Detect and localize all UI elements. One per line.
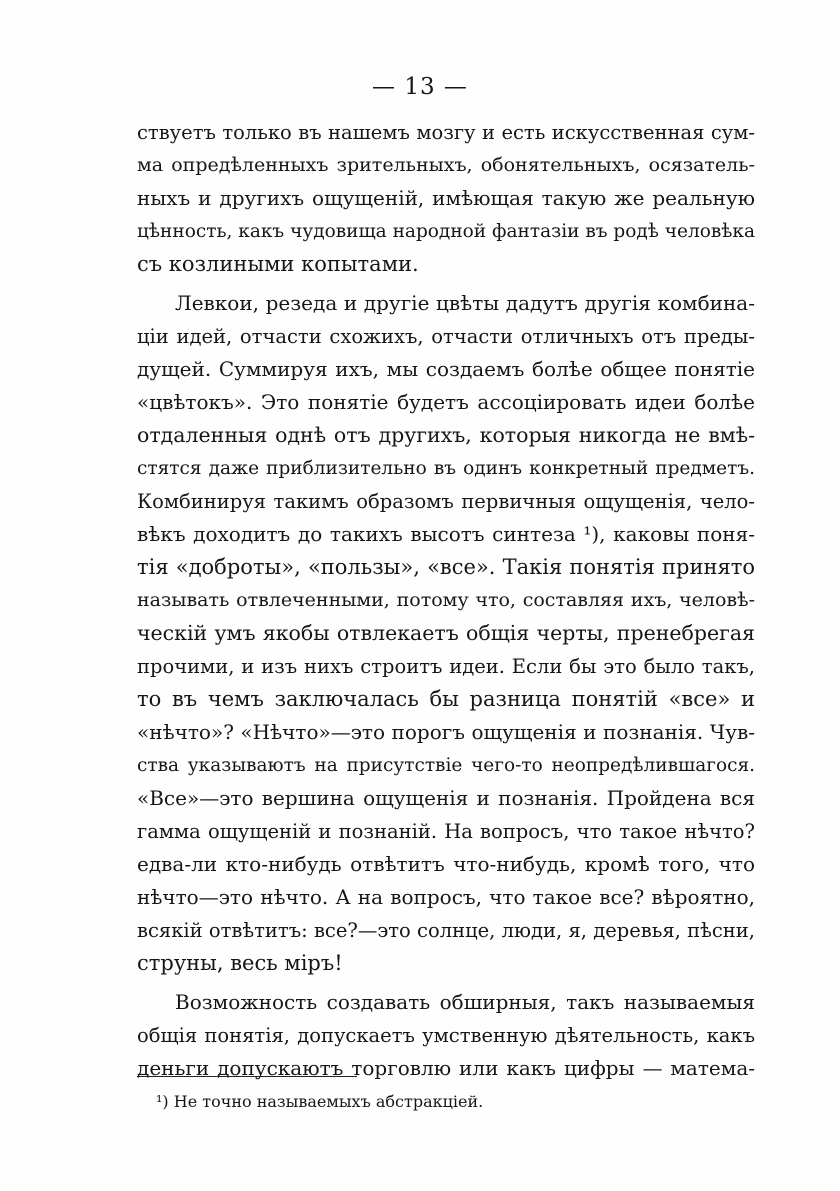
text-line: всякій отвѣтитъ: все?—это солнце, люди, я, деревья, пѣсни, <box>137 919 755 942</box>
text-line: стятся даже приблизительно въ одинъ конкретный предметъ. <box>137 458 755 479</box>
text-line: ціи идей, отчасти схожихъ, отчасти отличныхъ отъ преды- <box>137 325 755 348</box>
page-number: — 13 — <box>372 74 468 100</box>
paragraph <box>137 287 755 980</box>
text-line: ма опредѣленныхъ зрительныхъ, обонятельныхъ, осязатель- <box>137 154 755 176</box>
text-line: Возможность создавать обширныя, такъ называемыя <box>175 990 755 1014</box>
text-line: ныхъ и другихъ ощущеній, имѣющая такую же реальную <box>137 186 755 210</box>
footnote: ¹) Не точно называемыхъ абстракціей. <box>156 1092 484 1111</box>
text-line: тія «доброты», «пользы», «все». Такія понятія принято <box>137 555 755 579</box>
text-line: «нѣчто»? «Нѣчто»—это порогъ ощущенія и познанія. Чув- <box>137 720 755 744</box>
paragraph <box>137 116 755 281</box>
text-line: цѣнность, какъ чудовища народной фантазіи въ родѣ человѣка <box>137 221 756 242</box>
text-line: ческій умъ якобы отвлекаетъ общія черты, пренебрегая <box>137 621 755 645</box>
text-line: съ козлиными копытами. <box>137 252 419 276</box>
text-line: называть отвлеченными, потому что, составляя ихъ, человѣ- <box>137 589 755 611</box>
text-line: прочими, и изъ нихъ строитъ идеи. Если бы это было такъ, <box>137 655 755 678</box>
text-line: Комбинируя такимъ образомъ первичныя ощущенія, чело- <box>137 490 755 513</box>
text-line: «Все»—это вершина ощущенія и познанія. Пройдена вся <box>137 786 755 810</box>
text-line: Левкои, резеда и другіе цвѣты дадутъ другія комбина- <box>175 291 755 315</box>
text-line: струны, весь міръ! <box>137 951 343 975</box>
text-line: ствуетъ только въ нашемъ мозгу и есть искусственная сум- <box>137 121 755 144</box>
text-line: ства указываютъ на присутствіе чего-то неопредѣлившагося. <box>137 755 755 776</box>
text-line: «цвѣтокъ». Это понятіе будетъ ассоціировать идеи болѣе <box>137 390 755 414</box>
text-line: гамма ощущеній и познаній. На вопросъ, что такое нѣчто? <box>137 820 755 843</box>
footnote-divider <box>137 1076 357 1077</box>
text-line: вѣкъ доходитъ до такихъ высотъ синтеза ¹), каковы поня- <box>137 522 755 546</box>
text-line: отдаленныя однѣ отъ другихъ, которыя никогда не вмѣ- <box>137 423 755 447</box>
text-line: то въ чемъ заключалась бы разница понятій «все» и <box>137 687 755 711</box>
body-text <box>137 116 755 1085</box>
paragraph <box>137 986 755 1085</box>
text-line: едва-ли кто-нибудь отвѣтитъ что-нибудь, кромѣ того, что <box>137 852 755 876</box>
text-line: нѣчто—это нѣчто. А на вопросъ, что такое все? вѣроятно, <box>137 885 755 909</box>
text-line: дущей. Суммируя ихъ, мы создаемъ болѣе общее понятіе <box>137 357 755 381</box>
text-line: деньги допускаютъ торговлю или какъ цифры — матема- <box>137 1056 755 1080</box>
text-line: общія понятія, допускаетъ умственную дѣятельность, какъ <box>137 1024 755 1047</box>
